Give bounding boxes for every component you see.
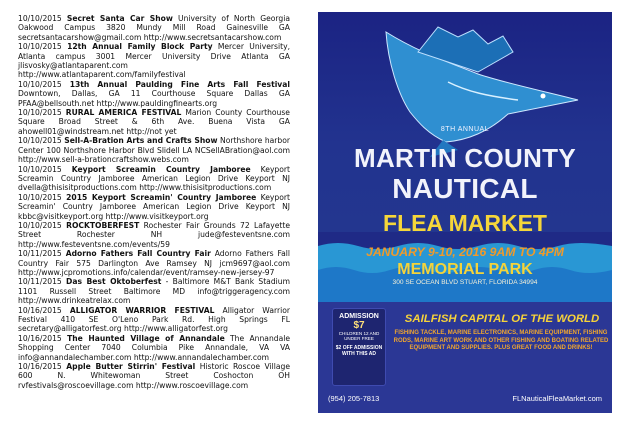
event-details: University of North Georgia Oakwood Campus 3820 Mundy Mill Road Gainesville GA secretsantacarshow@gmail.com http://www.secretsantacarshow.com <box>18 14 290 42</box>
admission-box <box>332 308 386 386</box>
event-date: 10/10/2015 <box>18 136 65 146</box>
event-entry <box>18 108 290 136</box>
event-details: Keyport Screamin Country Jamboree American Legion Drive Keyport NJ dvella@thisisitproductions.com http://www.thisisitproductions.com <box>18 164 291 193</box>
title-martin-county: MARTIN COUNTY <box>354 143 576 173</box>
event-title: The Haunted Village of Annandale <box>67 333 225 343</box>
event-title: Secret Santa Car Show <box>66 14 173 23</box>
event-entry <box>18 362 290 390</box>
event-title: Das Best Oktoberfest <box>66 277 162 287</box>
event-title: 13th Annual Paulding Fine Arts Fall Festival <box>69 79 290 89</box>
event-title: Apple Butter Stirrin' Festival <box>66 362 196 372</box>
admission-label: ADMISSION <box>339 313 379 320</box>
event-title: 12th Annual Family Block Party <box>67 42 213 52</box>
event-title: RURAL AMERICA FESTIVAL <box>65 108 182 118</box>
title-nautical: NAUTICAL <box>392 173 538 204</box>
event-entry <box>18 221 290 249</box>
event-entry <box>18 165 290 193</box>
admission-note: CHILDREN 12 AND UNDER FREE <box>338 331 380 342</box>
event-title: 2015 Keyport Screamin' Country Jamboree <box>66 192 257 202</box>
event-title: Keyport Screamin Country Jamboree <box>71 164 251 174</box>
goods-description: FISHING TACKLE, MARINE ELECTRONICS, MARINE EQUIPMENT, FISHING RODS, MARINE ART WORK AND OTHER FISHING AND BOATING RELATED EQUIPMENT AND SUPPLIES. PLUS GREAT FOOD AND DRINKS! <box>393 330 609 352</box>
flea-market-poster <box>318 12 612 413</box>
event-entry <box>18 80 290 108</box>
sailfish-illustration <box>358 22 588 157</box>
event-date: 10/11/2015 <box>18 249 66 259</box>
event-date: 10/10/2015 <box>18 164 72 174</box>
website-link[interactable]: FLNauticalFleaMarket.com <box>512 394 602 403</box>
event-entry <box>18 193 290 221</box>
event-title: ALLIGATOR WARRIOR FESTIVAL <box>69 305 215 315</box>
event-details: - Baltimore M&T Bank Stadium 1101 Russell Street Baltimore MD info@triggeragency.com http://www.drinkeatrelax.com <box>18 277 290 306</box>
event-title: Sell-A-Bration Arts and Crafts Show <box>64 136 218 146</box>
event-entry <box>18 277 290 305</box>
event-details: Northshore harbor Center 100 Northshore Harbor Blvd Slidell LA NCSellABration@aol.com http://www.sell-a-brationcraftshow.webs.com <box>18 136 290 165</box>
event-details: Adorno Fathers Fall Country Fair 575 Darlington Ave Ramsey NJ jcm9697@aol.com http://www.jcpromotions.info/calendar/event/ramsey-new-jersey-97 <box>18 249 291 277</box>
event-details: Rochester Fair Grounds 72 Lafayette Street Rochester NH jude@festeventsne.com http://www.festeventsne.com/events/59 <box>18 220 290 249</box>
poster-footer <box>328 394 608 408</box>
event-entry <box>18 14 290 42</box>
event-date: 10/11/2015 <box>18 277 67 287</box>
event-date: 10/10/2015 <box>18 192 67 202</box>
sailfish-capital-heading: SAILFISH CAPITAL OF THE WORLD <box>404 313 600 325</box>
event-date: 10/10/2015 <box>18 79 70 89</box>
event-title: ROCKTOBERFEST <box>66 220 140 230</box>
event-date: 10/10/2015 <box>18 220 67 230</box>
venue-name: MEMORIAL PARK <box>397 261 533 278</box>
title-flea-market: FLEA MARKET <box>383 210 547 236</box>
event-list <box>18 14 290 390</box>
venue-address: 300 SE OCEAN BLVD STUART, FLORIDA 34994 <box>392 279 538 286</box>
event-details: Downtown, Dallas, GA 11 Courthouse Square Dallas GA PFAA@bellsouth.net http://www.pauldingfinearts.org <box>18 89 290 108</box>
event-date: 10/10/2015 <box>18 14 67 23</box>
event-details: Mercer University, Atlanta campus 3001 Mercer University Drive Atlanta GA jlisvosky@atlantaparent.com http://www.atlantaparent.com/familyfestival <box>18 42 290 80</box>
event-entry <box>18 136 290 164</box>
event-details: Marion County Courthouse Square Broad Street & 6th Ave. Buena Vista GA ahowell01@windstream.net http://not yet <box>18 108 290 136</box>
admission-discount: $2 OFF ADMISSION WITH THIS AD <box>335 344 383 357</box>
event-date: 10/10/2015 <box>18 42 68 52</box>
phone-number: (954) 205-7813 <box>328 394 380 403</box>
event-date: 10/16/2015 <box>18 305 70 315</box>
event-details: The Annandale Shopping Center 7040 Columbia Pike Annandale, VA VA info@annandalechamber.com http://www.annandalechamber.com <box>18 333 291 362</box>
event-details: Alligator Warrior Festival 410 SE O'Leno Park Rd. High Springs FL secretary@alligatorfest.org http://www.alligatorfest.org <box>18 305 290 334</box>
event-date: 10/16/2015 <box>18 333 68 343</box>
event-details: Keyport Screamin' Country Jamboree American Legion Drive Keyport NJ kbbc@visitkeyport.org http://www.visitkeyport.org <box>18 192 290 221</box>
event-details: Historic Roscoe Village 600 N. Whitewoman Street Coshocton OH rvfestivals@roscoevillage.com http://www.roscoevillage.com <box>18 362 290 390</box>
event-date: 10/10/2015 <box>18 108 66 118</box>
admission-price: $7 <box>353 320 365 331</box>
event-title: Adorno Fathers Fall Country Fair <box>65 249 211 259</box>
event-date: 10/16/2015 <box>18 362 67 372</box>
annual-label: 8TH ANNUAL <box>440 126 490 133</box>
event-entry <box>18 249 290 277</box>
event-entry <box>18 42 290 80</box>
event-dates: JANUARY 9-10, 2016 9AM TO 4PM <box>366 245 564 259</box>
event-entry <box>18 334 290 362</box>
event-entry <box>18 306 290 334</box>
